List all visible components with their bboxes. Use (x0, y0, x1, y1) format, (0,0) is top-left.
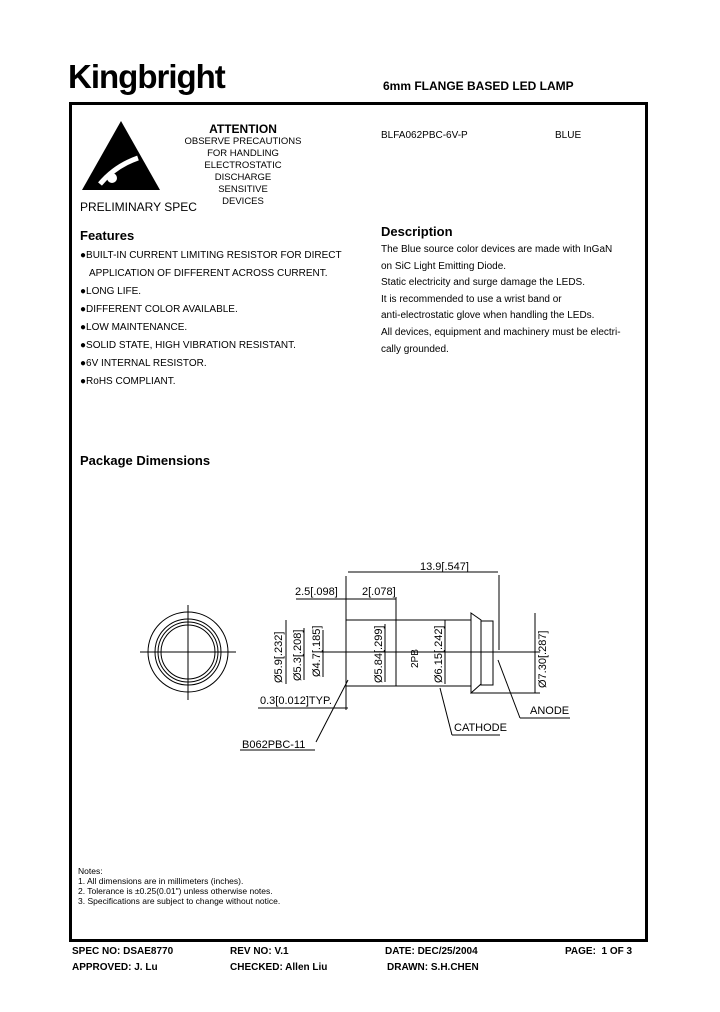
features-section (80, 228, 342, 391)
part-number: BLFA062PBC-6V-P (381, 130, 468, 141)
attention-line: ELECTROSTATIC (204, 160, 282, 171)
feature-item: ●DIFFERENT COLOR AVAILABLE. (80, 304, 238, 315)
front-view (140, 605, 236, 700)
description-line: on SiC Light Emitting Diode. (381, 260, 507, 272)
description-section (381, 224, 621, 358)
approved-by: APPROVED: J. Lu (72, 962, 158, 973)
part-code-label: B062PBC-11 (242, 739, 306, 751)
anode-label: ANODE (530, 705, 570, 717)
package-drawing (120, 550, 570, 760)
led-color: BLUE (555, 130, 582, 141)
dim-body-offset: 2[.078] (362, 586, 396, 598)
note-item: 1. All dimensions are in millimeters (inches). (78, 876, 244, 886)
description-line: anti-electrostatic glove when handling the LEDs. (381, 310, 595, 322)
page-number: PAGE: 1 OF 3 (565, 946, 633, 957)
dim-diameter: Ø5.3[.208] (292, 629, 304, 681)
feature-item: ●RoHS COMPLIANT. (80, 376, 176, 387)
attention-line: FOR HANDLING (207, 148, 279, 159)
document-date: DATE: DEC/25/2004 (385, 946, 478, 957)
feature-item: APPLICATION OF DIFFERENT ACROSS CURRENT. (89, 268, 328, 279)
notes-section (78, 866, 280, 906)
notes-heading: Notes: (78, 866, 103, 876)
attention-line: DEVICES (222, 196, 264, 207)
description-line: cally grounded. (381, 343, 449, 355)
kingbright-logo: Kingbright (68, 58, 225, 95)
revision-number: REV NO: V.1 (230, 946, 289, 957)
feature-item: ●LONG LIFE. (80, 286, 142, 297)
dim-diameter: Ø4.7[.185] (311, 625, 323, 677)
preliminary-spec: PRELIMINARY SPEC (80, 200, 197, 214)
feature-item: ●LOW MAINTENANCE. (80, 322, 188, 333)
dim-overall-length: 13.9[.547] (420, 561, 469, 573)
feature-item: ●BUILT-IN CURRENT LIMITING RESISTOR FOR DIRECT (80, 250, 342, 261)
attention-heading: ATTENTION (209, 122, 277, 136)
feature-item: ●SOLID STATE, HIGH VIBRATION RESISTANT. (80, 340, 296, 351)
description-line: Static electricity and surge damage the LEDS. (381, 277, 585, 289)
pin-label: 2PB (410, 649, 421, 668)
attention-line: SENSITIVE (218, 184, 268, 195)
package-heading: Package Dimensions (80, 453, 211, 468)
dim-flange-offset: 2.5[.098] (295, 586, 338, 598)
cathode-label: CATHODE (454, 722, 507, 734)
description-line: The Blue source color devices are made with InGaN (381, 244, 613, 255)
drawn-by: DRAWN: S.H.CHEN (387, 962, 479, 973)
attention-line: DISCHARGE (214, 172, 272, 183)
part-callout (240, 736, 320, 756)
spec-number: SPEC NO: DSAE8770 (72, 946, 174, 957)
features-heading: Features (80, 228, 135, 243)
dim-typ: 0.3[0.012]TYP. (260, 695, 332, 707)
document-title: 6mm FLANGE BASED LED LAMP (383, 79, 574, 93)
note-item: 3. Specifications are subject to change without notice. (78, 896, 281, 906)
dim-diameter: Ø5.84[.299] (373, 625, 385, 683)
dim-diameter: Ø6.15[.242] (433, 625, 445, 683)
esd-warning-icon (80, 118, 162, 193)
attention-line: OBSERVE PRECAUTIONS (184, 136, 302, 147)
dim-diameter: Ø7.30[.287] (537, 630, 549, 688)
description-line: It is recommended to use a wrist band or (381, 293, 562, 305)
attention-block (168, 122, 318, 208)
feature-item: ●6V INTERNAL RESISTOR. (80, 358, 207, 369)
description-heading: Description (381, 224, 453, 239)
note-item: 2. Tolerance is ±0.25(0.01") unless otherwise notes. (78, 886, 273, 896)
dim-diameter: Ø5.9[.232] (273, 631, 285, 683)
checked-by: CHECKED: Allen Liu (230, 962, 328, 973)
description-line: All devices, equipment and machinery must be electri- (381, 326, 621, 338)
